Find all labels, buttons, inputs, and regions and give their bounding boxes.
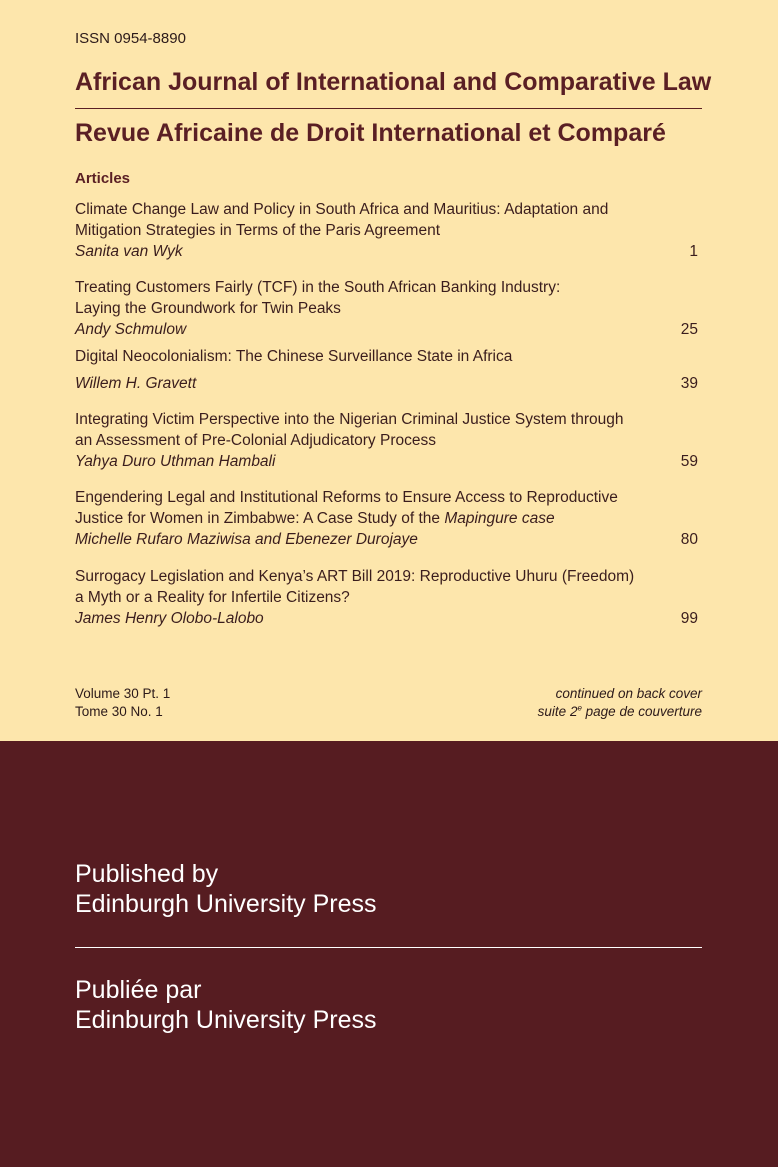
article-title-line (75, 508, 702, 529)
article-author: James Henry Olobo-Lalobo (75, 610, 264, 627)
published-by-label-french: Publiée par (75, 976, 202, 1004)
continued-french-prefix: suite 2 (537, 704, 578, 719)
volume-info (75, 685, 170, 721)
article-page-number: 25 (680, 321, 698, 338)
article-entry (75, 346, 702, 394)
article-entry (75, 277, 702, 340)
publisher-name-french: Edinburgh University Press (75, 1006, 377, 1034)
published-by-english (75, 859, 377, 919)
cover-bottom-panel (0, 741, 778, 1167)
article-title-line: Climate Change Law and Policy in South Africa and Mauritius: Adaptation and (75, 201, 609, 218)
journal-title-french: Revue Africaine de Droit International et Comparé (75, 119, 666, 147)
continued-french-suffix: page de couverture (581, 704, 702, 719)
continued-english: continued on back cover (555, 686, 702, 701)
publisher-divider (75, 947, 702, 948)
article-page-number: 99 (680, 610, 698, 627)
article-title-line: Surrogacy Legislation and Kenya’s ART Bill 2019: Reproductive Uhuru (Freedom) (75, 568, 635, 585)
article-title-line: Integrating Victim Perspective into the Nigerian Criminal Justice System through (75, 411, 624, 428)
article-title-line: Digital Neocolonialism: The Chinese Surveillance State in Africa (75, 348, 513, 365)
article-title-line: Laying the Groundwork for Twin Peaks (75, 300, 341, 317)
article-title-text: Justice for Women in Zimbabwe: A Case Study of the (75, 510, 445, 527)
article-title-line: Mitigation Strategies in Terms of the Paris Agreement (75, 222, 440, 239)
article-author: Andy Schmulow (75, 321, 187, 338)
article-page-number: 39 (680, 375, 698, 392)
article-author: Yahya Duro Uthman Hambali (75, 453, 276, 470)
article-entry (75, 566, 702, 629)
publisher-name: Edinburgh University Press (75, 890, 377, 918)
volume-english: Volume 30 Pt. 1 (75, 686, 171, 701)
article-entry (75, 199, 702, 262)
article-title-line: Treating Customers Fairly (TCF) in the South African Banking Industry: (75, 279, 561, 296)
article-title-line: Engendering Legal and Institutional Reforms to Ensure Access to Reproductive (75, 489, 618, 506)
published-by-label: Published by (75, 860, 219, 888)
article-page-number: 1 (689, 243, 698, 260)
article-title-line: a Myth or a Reality for Infertile Citizens? (75, 589, 350, 606)
article-title-italic-case: Mapingure case (444, 510, 555, 527)
continued-note (538, 685, 702, 721)
article-page-number: 80 (680, 531, 698, 548)
articles-heading: Articles (75, 170, 131, 187)
published-by-french (75, 975, 377, 1035)
article-entry (75, 409, 702, 472)
volume-french: Tome 30 No. 1 (75, 704, 163, 719)
continued-french (538, 703, 702, 721)
title-divider (75, 108, 702, 109)
article-page-number: 59 (680, 453, 698, 470)
article-author: Sanita van Wyk (75, 243, 183, 260)
article-entry (75, 487, 702, 550)
issn: ISSN 0954-8890 (75, 30, 186, 47)
journal-title-english: African Journal of International and Comparative Law (75, 68, 712, 96)
continued-french-superscript: e (577, 703, 582, 713)
article-title-line: an Assessment of Pre-Colonial Adjudicatory Process (75, 432, 436, 449)
article-author: Michelle Rufaro Maziwisa and Ebenezer Durojaye (75, 531, 418, 548)
article-author: Willem H. Gravett (75, 375, 197, 392)
